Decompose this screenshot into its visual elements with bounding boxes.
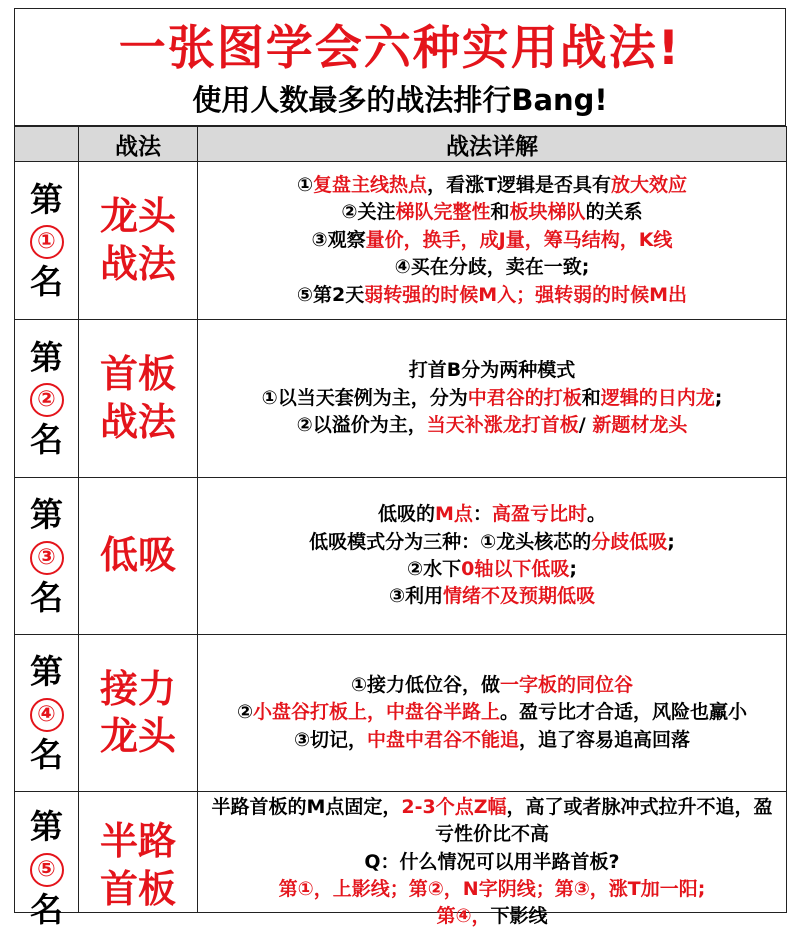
page-title: 一张图学会六种实用战法! xyxy=(118,21,682,76)
strategy-name-line2: 战法 xyxy=(99,399,176,444)
strategy-name-line1: 半路 xyxy=(99,819,176,863)
strategy-name-line2: 龙头 xyxy=(99,714,176,758)
detail-text: 放大效应 xyxy=(611,174,688,197)
detail-line xyxy=(202,501,782,528)
strategy-detail-cell xyxy=(198,162,787,320)
table-header-row xyxy=(15,127,787,162)
detail-line xyxy=(202,172,782,199)
detail-line xyxy=(202,199,782,226)
detail-text: ②以溢价为主， xyxy=(296,414,427,437)
rank-cell xyxy=(15,162,79,320)
detail-text: 下影线 xyxy=(490,905,548,928)
table-row xyxy=(15,320,787,478)
detail-text: ① xyxy=(296,174,314,197)
detail-text: 当天补涨龙打首板 xyxy=(426,414,579,437)
detail-text: 分歧低吸 xyxy=(591,530,668,553)
detail-line xyxy=(202,876,782,903)
strategy-name-line1: 接力 xyxy=(99,666,176,711)
detail-text: 高盈亏比时 xyxy=(491,503,587,526)
detail-text: 的关系 xyxy=(585,201,643,224)
table-row xyxy=(15,792,787,913)
strategy-table xyxy=(14,126,787,929)
rank-prefix: 第 xyxy=(30,807,63,846)
detail-text: ： xyxy=(472,503,492,526)
rank-number: ② xyxy=(30,383,64,417)
page-subtitle: 使用人数最多的战法排行Bang! xyxy=(192,83,608,117)
rank-number: ③ xyxy=(30,541,64,575)
rank-suffix: 名 xyxy=(30,889,63,929)
rank-number: ④ xyxy=(30,698,64,732)
strategy-detail-cell xyxy=(198,792,787,928)
rank-cell xyxy=(15,320,79,478)
strategy-name-cell xyxy=(79,792,198,913)
detail-text: ①接力低位谷，做 xyxy=(350,673,501,696)
detail-text: ，高了或者脉冲式拉升不追，盈亏性价比不高 xyxy=(434,796,773,846)
rank-prefix: 第 xyxy=(30,652,63,692)
strategy-detail-cell xyxy=(198,320,787,478)
detail-text: ; xyxy=(714,386,723,409)
table-row xyxy=(15,478,787,635)
detail-text: ; xyxy=(569,558,577,580)
rank-cell xyxy=(15,635,79,792)
strategy-name-line1: 首板 xyxy=(99,352,176,396)
detail-line xyxy=(202,385,782,412)
detail-line xyxy=(202,903,782,930)
detail-line xyxy=(202,254,782,281)
detail-line xyxy=(202,529,782,556)
detail-line xyxy=(202,849,782,876)
strategy-name-cell xyxy=(79,478,198,635)
strategy-name-line2: 首板 xyxy=(99,866,176,911)
rank-number: ⑤ xyxy=(30,853,64,887)
strategy-name-cell xyxy=(79,320,198,478)
detail-text: 小盘谷打板上，中盘谷半路上 xyxy=(253,701,501,724)
strategy-header-cell: 战法 xyxy=(79,127,198,162)
detail-text: 复盘主线热点 xyxy=(313,174,428,197)
detail-text: 。 xyxy=(586,503,606,526)
detail-line xyxy=(202,357,782,384)
rank-prefix: 第 xyxy=(30,179,63,219)
rank-prefix: 第 xyxy=(30,495,63,535)
detail-text: 和 xyxy=(490,201,510,224)
detail-text: 。盈亏比才合适，风险也羸小 xyxy=(500,701,748,724)
rank-suffix: 名 xyxy=(30,734,63,774)
rank-cell xyxy=(15,478,79,635)
detail-text: ③观察 xyxy=(311,228,366,251)
detail-line xyxy=(202,672,782,699)
detail-line xyxy=(202,794,782,849)
rank-suffix: 名 xyxy=(30,577,63,617)
detail-text: ⑤第2天 xyxy=(296,283,365,306)
rank-suffix: 名 xyxy=(30,420,63,460)
strategy-name-line2: 战法 xyxy=(99,241,176,286)
detail-text: ③利用 xyxy=(388,585,444,608)
table-row xyxy=(15,162,787,320)
detail-text: 0轴以下低吸 xyxy=(461,558,570,580)
detail-text: 半路首板的M点固定， xyxy=(211,796,402,818)
strategy-name-cell xyxy=(79,162,198,320)
detail-text: ①以当天套例为主，分为 xyxy=(261,386,468,409)
detail-text: 打首B分为两种模式 xyxy=(408,359,576,382)
strategy-name-line1: 龙头 xyxy=(99,194,176,238)
detail-text: 和 xyxy=(581,386,601,409)
detail-text: 2-3个点Z幅 xyxy=(401,796,507,818)
detail-line xyxy=(202,727,782,754)
rank-number: ① xyxy=(30,225,64,259)
detail-header-cell: 战法详解 xyxy=(198,127,787,162)
detail-text: 中盘中君谷不能追 xyxy=(367,728,520,751)
detail-text: ②关注 xyxy=(341,201,396,224)
strategy-name-cell xyxy=(79,635,198,792)
detail-text: 梯队完整性 xyxy=(395,201,491,224)
detail-text: 新题材龙头 xyxy=(592,414,688,437)
detail-text: ，追了容易追高回落 xyxy=(519,728,691,751)
detail-text: 第①，上影线；第②，N字阴线；第③，涨T加一阳; xyxy=(278,878,706,901)
detail-text: / xyxy=(578,414,593,437)
table-row xyxy=(15,635,787,792)
rank-prefix: 第 xyxy=(30,337,63,377)
detail-line xyxy=(202,699,782,726)
strategy-detail-cell xyxy=(198,478,787,635)
detail-line xyxy=(202,412,782,439)
detail-text: 第④， xyxy=(436,905,491,928)
detail-text: 低吸的 xyxy=(378,503,436,526)
detail-line xyxy=(202,282,782,309)
strategy-name-line1: 低吸 xyxy=(99,533,176,578)
detail-text: 低吸模式分为三种：①龙头核芯的 xyxy=(309,530,592,553)
detail-text: ，看涨T逻辑是否具有 xyxy=(427,174,612,197)
detail-text: ; xyxy=(667,530,675,553)
detail-text: ②水下 xyxy=(407,558,462,580)
detail-text: Q：什么情况可以用半路首板? xyxy=(364,850,620,873)
strategy-detail-cell xyxy=(198,635,787,792)
detail-text: ③切记， xyxy=(293,728,368,751)
detail-text: 一字板的同位谷 xyxy=(500,673,634,696)
rank-cell xyxy=(15,792,79,929)
detail-text: ② xyxy=(236,701,254,724)
detail-line xyxy=(202,583,782,610)
detail-text: 中君谷的打板 xyxy=(467,386,582,409)
detail-line xyxy=(202,556,782,583)
strategy-detail-content xyxy=(202,792,782,928)
detail-text: 板块梯队 xyxy=(509,201,586,224)
detail-text: 量价，换手，成J量，筹马结构，K线 xyxy=(365,228,673,251)
detail-text: 情绪不及预期低吸 xyxy=(443,585,596,608)
detail-text: 逻辑的日内龙 xyxy=(600,386,715,409)
detail-text: M点 xyxy=(435,503,473,526)
rank-suffix: 名 xyxy=(30,262,63,302)
detail-line xyxy=(202,227,782,254)
header xyxy=(14,8,786,126)
rank-header-cell xyxy=(15,127,79,162)
detail-text: ④买在分歧，卖在一致; xyxy=(394,256,590,279)
detail-text: 弱转强的时候M入；强转弱的时候M出 xyxy=(364,283,688,306)
